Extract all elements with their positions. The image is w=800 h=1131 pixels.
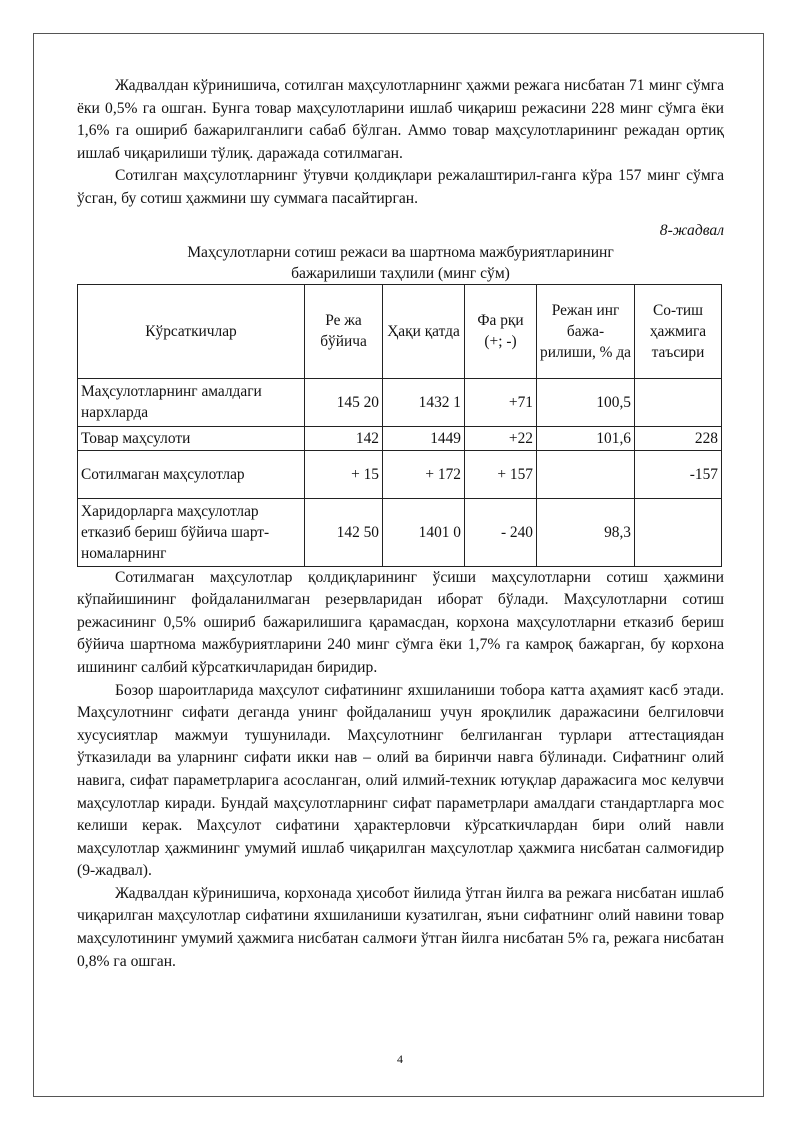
cell-plan: + 15 — [305, 450, 383, 498]
cell-fulfilment: 98,3 — [537, 498, 635, 566]
cell-difference: + 157 — [465, 450, 537, 498]
header-indicators: Кўрсаткичлар — [78, 284, 305, 378]
header-actual: Ҳақи қатда — [383, 284, 465, 378]
table-title-line-1: Маҳсулотларни сотиш режаси ва шартнома мажбуриятларининг — [187, 243, 614, 261]
cell-fulfilment: 100,5 — [537, 378, 635, 426]
paragraph: Жадвалдан кўринишича, корхонада ҳисобот йилида ўтган йилга ва режага нисбатан ишлаб чиқарилган маҳсулотлар сифатини яхшиланиши кузатилган, яъни сифатнинг олий навини товар маҳсулотининг умумий ҳажмига нисбатан салмоғи ўтган йилга нисбатан 5% га, режага нисбатан 0,8% га ошган. — [77, 884, 724, 970]
cell-plan: 142 — [305, 426, 383, 450]
cell-impact — [635, 378, 722, 426]
header-difference: Фа рқи (+; -) — [465, 284, 537, 378]
paragraph: Сотилмаган маҳсулотлар қолдиқларининг ўсиши маҳсулотларни сотиш ҳажмини кўпайишининг фойдаланилмаган резервларидан иборат бўлади. Маҳсулотларни сотиш режасининг 0,5% ошириб бажарилишига қарамасдан, корхона маҳсулотларни етказиб бериш бўйича шартнома мажбуриятларини 240 минг сўмга ёки 1,7% га камроқ бажарган, бу корхона ишининг салбий кўрсаткичларидан биридир. — [77, 568, 724, 676]
row-label: Маҳсулотларнинг амалдаги нархларда — [78, 378, 305, 426]
table-row — [78, 426, 722, 450]
cell-actual: 1432 1 — [383, 378, 465, 426]
table-row — [78, 450, 722, 498]
paragraph: Сотилган маҳсулотларнинг ўтувчи қолдиқлари режалаштирил-ганга кўра 157 минг сўмга ўсган, бу сотиш ҳажмини шу суммага пасайтирган. — [77, 167, 724, 207]
paragraph: Бозор шароитларида маҳсулот сифатининг яхшиланиши тобора катта аҳамият касб этади. Маҳсулотнинг сифати деганда унинг фойдаланиш учун яроқлилик даражасини белгиловчи хусусиятлар мажмуи тушунилади. Маҳсулотнинг белгиланган турлари аттестациядан ўтказилади ва уларнинг сифати икки нав – олий ва биринчи навга бўлинади. Сифатнинг олий навига, сифат параметрларига асосланган, олий илмий-техник ютуқлар даражасига мос келувчи маҳсулотлар киради. Бундай маҳсулотларнинг сифат параметрлари амалдаги стандартларга мос келиши керак. Маҳсулот сифатини ҳарактерловчи кўрсаткичлардан бири олий навли маҳсулотлар ҳажмининг умумий ишлаб чиқарилган маҳсулотлар ҳажмига нисбатан салмоғидир (9-жадвал). — [77, 681, 724, 880]
table-number: 8-жадвал — [659, 221, 724, 239]
cell-impact — [635, 498, 722, 566]
cell-difference: +22 — [465, 426, 537, 450]
cell-actual: 1449 — [383, 426, 465, 450]
cell-difference: +71 — [465, 378, 537, 426]
cell-plan: 142 50 — [305, 498, 383, 566]
header-plan-fulfilment: Режан инг бажа-рилиши, % да — [537, 284, 635, 378]
paragraph: Жадвалдан кўринишича, сотилган маҳсулотларнинг ҳажми режага нисбатан 71 минг сўмга ёки 0,5% га ошган. Бунга товар маҳсулотларини ишлаб чиқариш режасини 228 минг сўмга ёки 1,6% га ошириб бажарилганлиги сабаб бўлган. Аммо товар маҳсулотларининг режадан ортиқ ишлаб чиқарилиши тўлиқ. даражада сотилмаган. — [77, 77, 724, 162]
cell-impact: -157 — [635, 450, 722, 498]
cell-actual: + 172 — [383, 450, 465, 498]
analysis-table — [77, 284, 722, 567]
page-content — [77, 75, 724, 973]
page-number: 4 — [397, 1052, 403, 1066]
cell-fulfilment — [537, 450, 635, 498]
table-header-row — [78, 284, 722, 378]
table-row — [78, 378, 722, 426]
cell-plan: 145 20 — [305, 378, 383, 426]
cell-difference: - 240 — [465, 498, 537, 566]
table-title-line-2: бажарилиши таҳлили (минг сўм) — [291, 264, 510, 282]
cell-impact: 228 — [635, 426, 722, 450]
row-label: Сотилмаган маҳсулотлар — [78, 450, 305, 498]
row-label: Товар маҳсулоти — [78, 426, 305, 450]
header-sales-impact: Со-тиш ҳажмига таъсири — [635, 284, 722, 378]
table-row — [78, 498, 722, 566]
cell-fulfilment: 101,6 — [537, 426, 635, 450]
cell-actual: 1401 0 — [383, 498, 465, 566]
row-label: Харидорларга маҳсулотлар етказиб бериш бўйича шарт-номаларнинг — [78, 498, 305, 566]
header-plan: Ре жа бўйича — [305, 284, 383, 378]
